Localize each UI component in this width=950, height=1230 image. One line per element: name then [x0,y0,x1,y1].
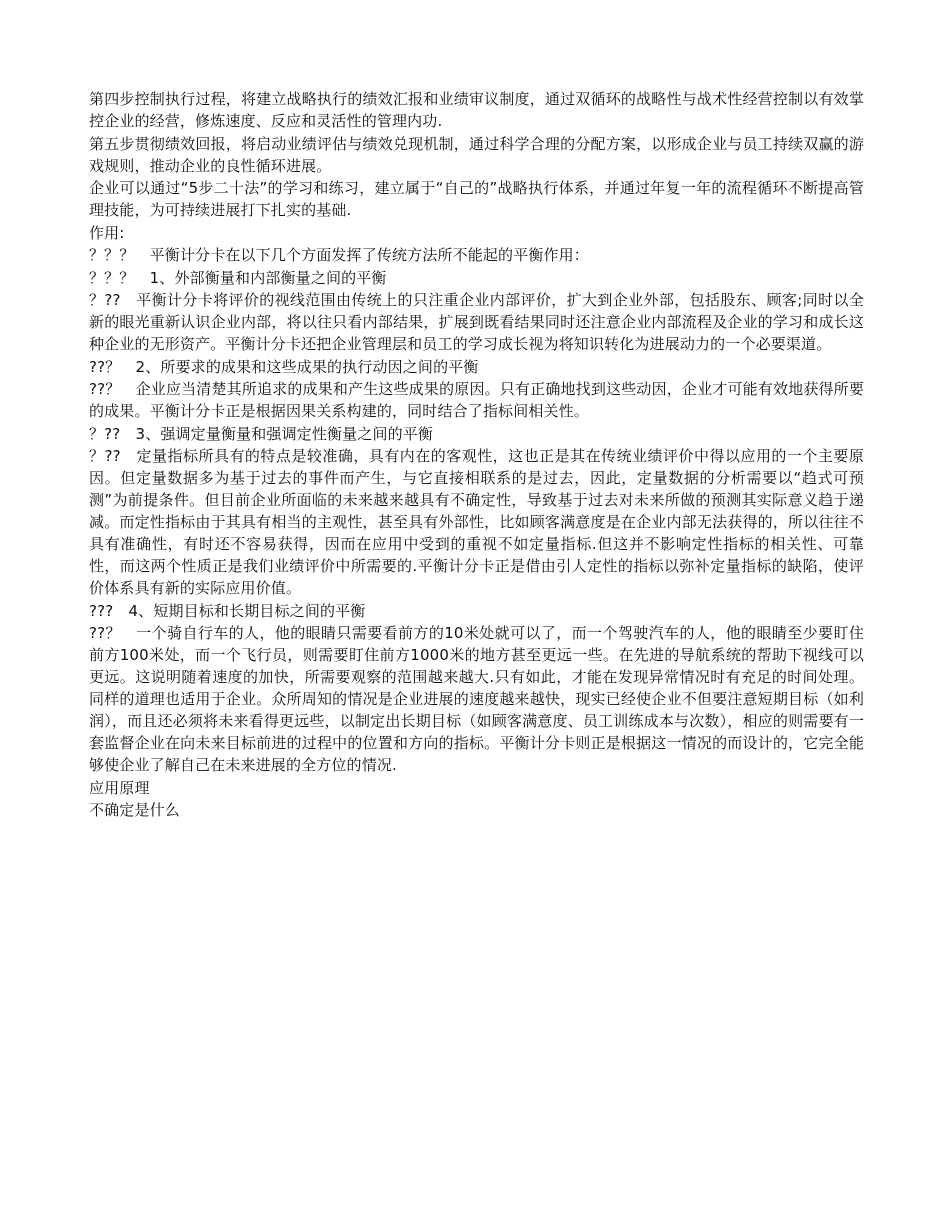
subheading-balance-2: ??？ 2、所要求的成果和这些成果的执行动因之间的平衡 [89,357,479,376]
subheading-balance-4: ??? 4、短期目标和长期目标之间的平衡 [89,601,366,620]
paragraph-balance-4: ??？ 一个骑自行车的人，他的眼睛只需要看前方的10米处就可以了，而一个驾驶汽车的人，他的眼睛至少要盯住前方100米处，而一个飞行员，则需要盯住前方1000米的地方甚至更远一些。在先进的导航系统的帮助下视线可以更远。这说明随着速度的加快，所需要观察的范围越来越大.只有如此，才能在发现异常情况时有充足的时间处理。同样的道理也适用于企业。众所周知的情况是企业进展的速度越来越快，现实已经使企业不但要注意短期目标（如利润），而且还必须将未来看得更远些，以制定出长期目标（如顾客满意度、员工训练成本与次数），相应的则需要有一套监督企业在向未来目标前进的过程中的位置和方向的指标。平衡计分卡则正是根据这一情况的而设计的，它完全能够使企业了解自己在未来进展的全方位的情况. [89,624,864,774]
subheading-balance-1: ？？？ 1、外部衡量和内部衡量之间的平衡 [89,268,387,287]
subheading-balance-3: ？?? 3、强调定量衡量和强调定性衡量之间的平衡 [89,424,434,443]
paragraph-step-four: 第四步控制执行过程，将建立战略执行的绩效汇报和业绩审议制度，通过双循环的战略性与战术性经营控制以有效掌控企业的经营，修炼速度、反应和灵活性的管理内功. [89,90,864,130]
paragraph-balance-2: ??？ 企业应当清楚其所追求的成果和产生这些成果的原因。只有正确地找到这些动因，企业才可能有效地获得所要的成果。平衡计分卡正是根据因果关系构建的，同时结合了指标间相关性。 [89,380,864,420]
document-body [89,88,864,822]
paragraph-summary: 企业可以通过“5步二十法”的学习和练习，建立属于“自己的”战略执行体系，并通过年复一年的流程循环不断提高管理技能，为可持续进展打下扎实的基础. [89,179,864,219]
section-heading-principle: 应用原理 [89,778,150,797]
paragraph-intro-balance: ？？？ 平衡计分卡在以下几个方面发挥了传统方法所不能起的平衡作用： [89,246,589,264]
paragraph-balance-3: ？?? 定量指标所具有的特点是较准确，具有内在的客观性，这也正是其在传统业绩评价中得以应用的一个主要原因。但定量数据多为基于过去的事件而产生，与它直接相联系的是过去，因此，定量数据的分析需要以“趋式可预测”为前提条件。但目前企业所面临的未来越来越具有不确定性，导致基于过去对未来所做的预测其实际意义趋于递减。而定性指标由于其具有相当的主观性，甚至具有外部性，比如顾客满意度是在企业内部无法获得的，所以往往不具有准确性，有时还不容易获得，因而在应用中受到的重视不如定量指标.但这并不影响定性指标的相关性、可靠性，而这两个性质正是我们业绩评价中所需要的.平衡计分卡正是借由引人定性的指标以弥补定量指标的缺陷，使评价体系具有新的实际应用价值。 [89,447,864,597]
section-heading-uncertainty: 不确定是什么 [89,801,180,819]
section-heading-function: 作用: [89,223,125,242]
paragraph-step-five: 第五步贯彻绩效回报，将启动业绩评估与绩效兑现机制，通过科学合理的分配方案，以形成企业与员工持续双赢的游戏规则，推动企业的良性循环进展。 [89,134,864,175]
paragraph-balance-1: ？?? 平衡计分卡将评价的视线范围由传统上的只注重企业内部评价，扩大到企业外部，包括股东、顾客;同时以全新的眼光重新认识企业内部，将以往只看内部结果，扩展到既看结果同时还注意企业内部流程及企业的学习和成长这种企业的无形资产。平衡计分卡还把企业管理层和员工的学习成长视为将知识转化为进展动力的一个必要渠道。 [89,291,864,353]
